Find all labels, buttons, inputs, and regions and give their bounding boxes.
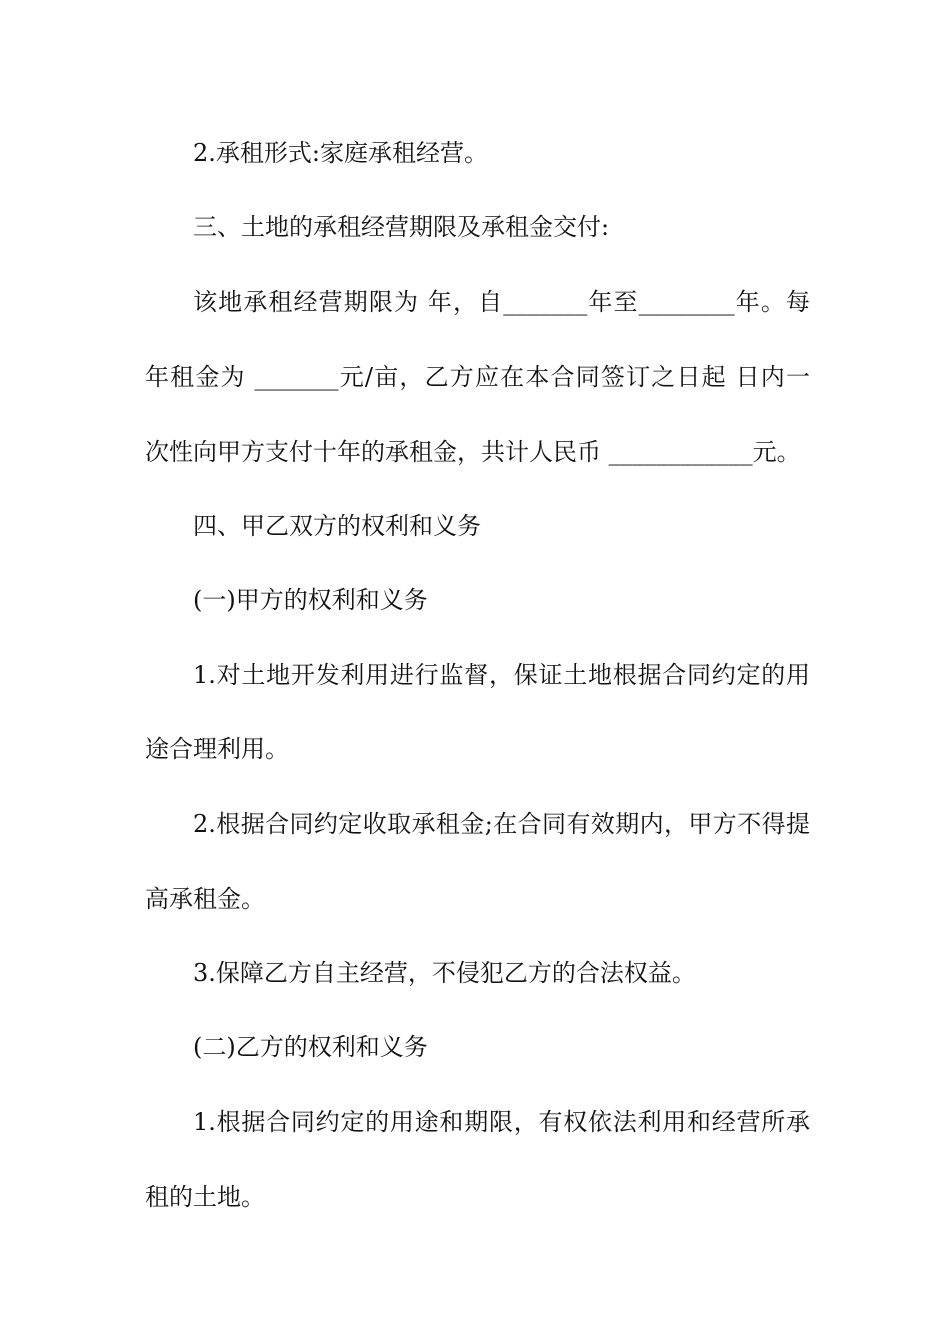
text-line-party-a-item-2-cont: 高承租金。 — [145, 885, 265, 913]
text-line-party-b-item-1: 1.根据合同约定的用途和期限，有权依法利用和经营所承 — [193, 1108, 810, 1136]
text-line-party-a-item-1-cont: 途合理利用。 — [145, 735, 289, 763]
text-line-annual-rent: 年租金为 _______元/亩，乙方应在本合同签订之日起 日内一 — [145, 363, 810, 391]
subheading-party-b: (二)乙方的权利和义务 — [193, 1033, 428, 1061]
subheading-party-a: (一)甲方的权利和义务 — [193, 586, 428, 614]
text-line-party-b-item-1-cont: 租的土地。 — [145, 1183, 265, 1211]
text-line-party-a-item-3: 3.保障乙方自主经营，不侵犯乙方的合法权益。 — [193, 959, 696, 987]
text-line-party-a-item-2: 2.根据合同约定收取承租金;在合同有效期内，甲方不得提 — [193, 810, 810, 838]
section-heading-rights-obligations: 四、甲乙双方的权利和义务 — [193, 512, 481, 540]
text-line-party-a-item-1: 1.对土地开发利用进行监督，保证土地根据合同约定的用 — [193, 661, 810, 689]
section-heading-term-and-payment: 三、土地的承租经营期限及承租金交付: — [193, 213, 610, 241]
text-line-term: 该地承租经营期限为 年，自_______年至________年。每 — [193, 288, 810, 316]
text-line-total-payment: 次性向甲方支付十年的承租金，共计人民币 ____________元。 — [145, 438, 801, 466]
text-line-lease-form: 2.承租形式:家庭承租经营。 — [193, 139, 488, 167]
